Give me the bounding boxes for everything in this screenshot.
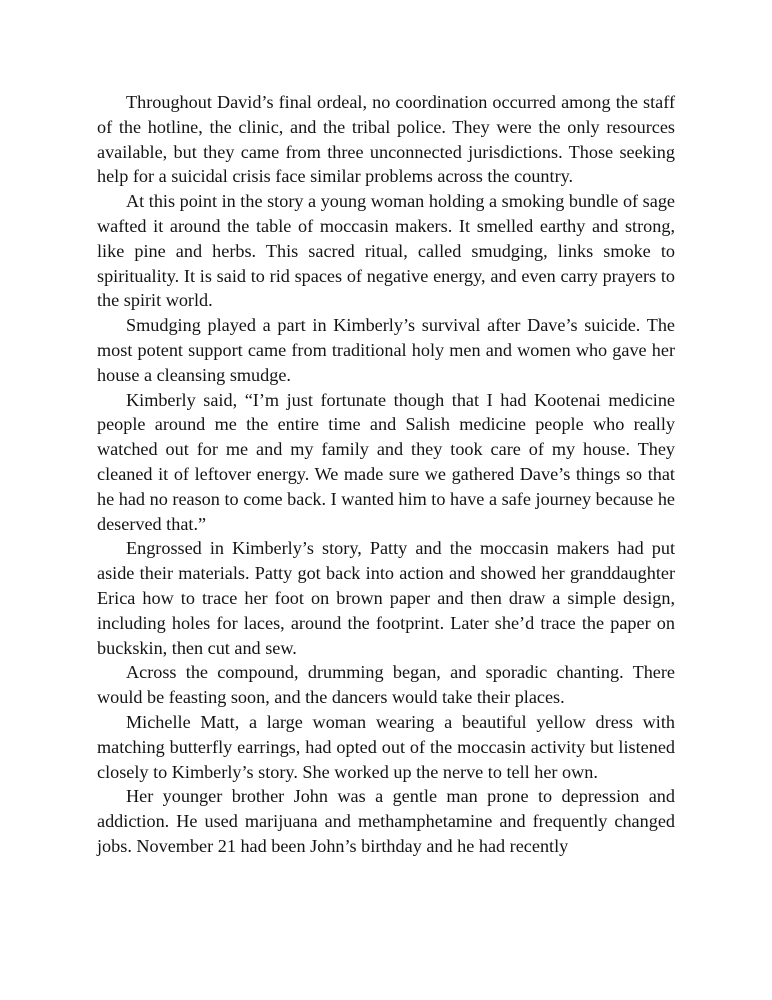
paragraph-1: Throughout David’s final ordeal, no coordination occurred among the staff of the hotline, the clinic, and the tribal police. They were the only resources available, but they came from three unconnected jurisdictions. Those seeking help for a suicidal crisis face similar problems across the country. xyxy=(97,92,675,187)
paragraph-8: Her younger brother John was a gentle man prone to depression and addiction. He used marijuana and methamphetamine and frequently changed jobs. November 21 had been John’s birthday and he had recently xyxy=(97,786,675,856)
page-body xyxy=(97,90,675,859)
paragraph-6: Across the compound, drumming began, and sporadic chanting. There would be feasting soon, and the dancers would take their places. xyxy=(97,662,675,708)
paragraph-3: Smudging played a part in Kimberly’s survival after Dave’s suicide. The most potent support came from traditional holy men and women who gave her house a cleansing smudge. xyxy=(97,315,675,385)
paragraph-4: Kimberly said, “I’m just fortunate though that I had Kootenai medicine people around me the entire time and Salish medicine people who really watched out for me and my family and they took care of my house. They cleaned it of leftover energy. We made sure we gathered Dave’s things so that he had no reason to come back. I wanted him to have a safe journey because he deserved that.” xyxy=(97,389,675,534)
paragraph-5: Engrossed in Kimberly’s story, Patty and the moccasin makers had put aside their materials. Patty got back into action and showed her granddaughter Erica how to trace her foot on brown paper and then draw a simple design, including holes for laces, around the footprint. Later she’d trace the paper on buckskin, then cut and sew. xyxy=(97,538,675,658)
paragraph-2: At this point in the story a young woman holding a smoking bundle of sage wafted it around the table of moccasin makers. It smelled earthy and strong, like pine and herbs. This sacred ritual, called smudging, links smoke to spirituality. It is said to rid spaces of negative energy, and even carry prayers to the spirit world. xyxy=(97,191,675,311)
paragraph-7: Michelle Matt, a large woman wearing a beautiful yellow dress with matching butterfly earrings, had opted out of the moccasin activity but listened closely to Kimberly’s story. She worked up the nerve to tell her own. xyxy=(97,711,675,782)
